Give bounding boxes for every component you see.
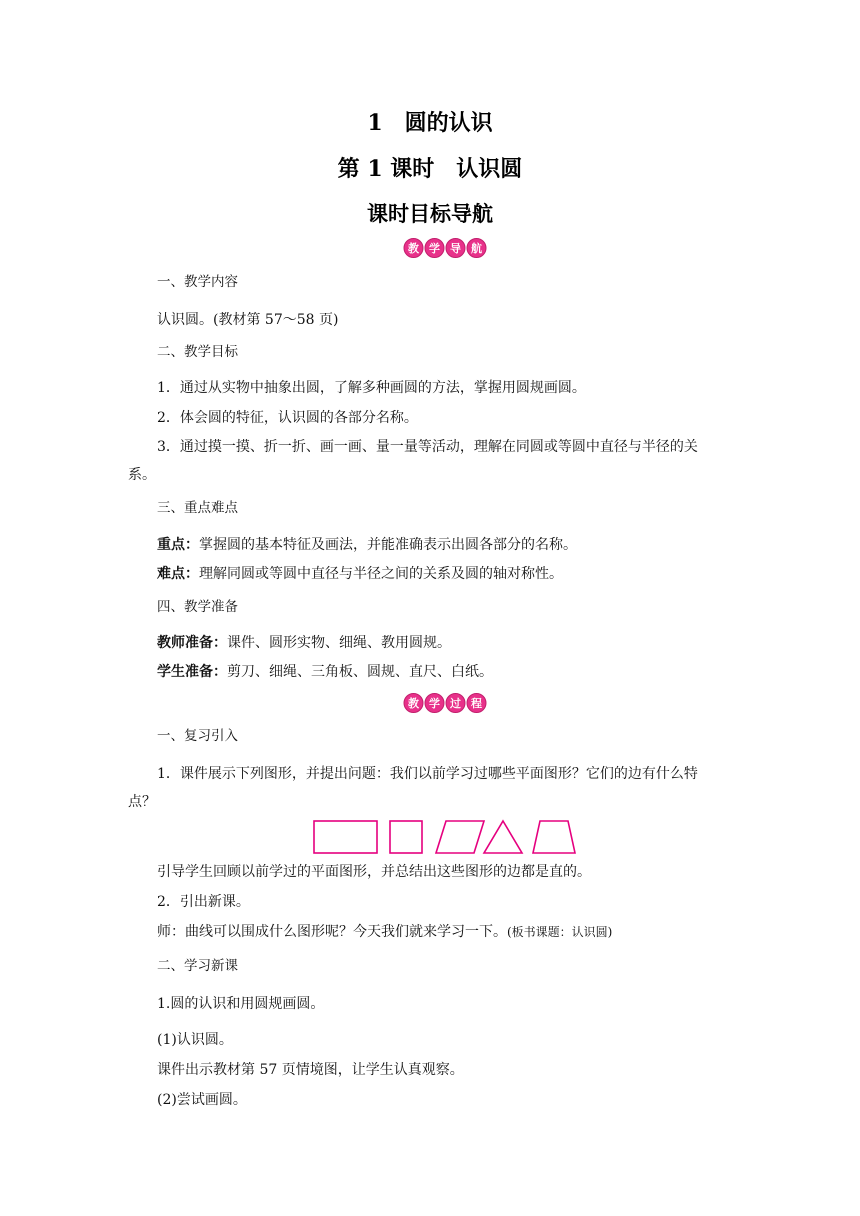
badge-char: 教	[404, 693, 424, 713]
difficult-point-text: 理解同圆或等圆中直径与半径之间的关系及圆的轴对称性。	[199, 566, 563, 582]
goal-2: 2．体会圆的特征，认识圆的各部分名称。	[157, 410, 418, 426]
review-step-2: 2．引出新课。	[157, 894, 250, 910]
plane-shapes-figure	[312, 818, 578, 856]
section-new-lesson: 二、学习新课	[157, 958, 238, 974]
lesson-title: 1 圆的认识	[367, 110, 493, 136]
key-point-line	[157, 535, 577, 555]
section-preparation: 四、教学准备	[157, 599, 238, 615]
teacher-prep-line	[157, 633, 451, 653]
goal-3-line-2: 系。	[128, 467, 156, 483]
teacher-prep-text: 课件、圆形实物、细绳、教用圆规。	[227, 635, 451, 651]
badge-char: 学	[425, 693, 445, 713]
nav-title: 课时目标导航	[367, 201, 493, 226]
difficult-point-line	[157, 564, 563, 584]
key-point-text: 掌握圆的基本特征及画法，并能准确表示出圆各部分的名称。	[199, 537, 577, 553]
parallelogram-shape	[436, 821, 484, 853]
blackboard-note: (板书课题：认识圆)	[507, 925, 613, 939]
review-guide-text: 引导学生回顾以前学过的平面图形，并总结出这些图形的边都是直的。	[157, 864, 591, 880]
teacher-prep-label: 教师准备：	[157, 635, 227, 651]
new-lesson-substep-1-text: 课件出示教材第 57 页情境图，让学生认真观察。	[157, 1062, 464, 1078]
teaching-guide-badge	[404, 238, 487, 258]
review-step-1-line-1: 1．课件展示下列图形，并提出问题：我们以前学习过哪些平面图形？它们的边有什么特	[157, 766, 698, 782]
section-teaching-content: 一、教学内容	[157, 274, 238, 290]
student-prep-label: 学生准备：	[157, 664, 227, 680]
badge-char: 过	[446, 693, 466, 713]
key-point-label: 重点：	[157, 537, 199, 553]
section-review-intro: 一、复习引入	[157, 728, 238, 744]
teacher-prompt-text: 师：曲线可以围成什么图形呢？今天我们就来学习一下。	[157, 924, 507, 940]
rectangle-shape	[314, 821, 377, 853]
triangle-shape	[484, 821, 522, 853]
new-lesson-substep-1: (1)认识圆。	[157, 1032, 233, 1048]
teacher-prompt-line	[157, 922, 612, 942]
square-shape	[390, 821, 422, 853]
teaching-content-text: 认识圆。(教材第 57～58 页)	[157, 312, 339, 328]
goal-1: 1．通过从实物中抽象出圆，了解多种画圆的方法，掌握用圆规画圆。	[157, 380, 586, 396]
section-key-points: 三、重点难点	[157, 500, 238, 516]
review-step-1-line-2: 点？	[128, 794, 156, 810]
new-lesson-substep-2: (2)尝试画圆。	[157, 1092, 247, 1108]
teaching-process-badge	[404, 693, 487, 713]
lesson-subtitle: 第 1 课时 认识圆	[337, 156, 523, 182]
student-prep-text: 剪刀、细绳、三角板、圆规、直尺、白纸。	[227, 664, 493, 680]
student-prep-line	[157, 662, 493, 682]
section-teaching-goals: 二、教学目标	[157, 344, 238, 360]
badge-char: 学	[425, 238, 445, 258]
trapezoid-shape	[533, 821, 575, 853]
difficult-point-label: 难点：	[157, 566, 199, 582]
badge-char: 导	[446, 238, 466, 258]
badge-char: 教	[404, 238, 424, 258]
badge-char: 航	[467, 238, 487, 258]
badge-char: 程	[467, 693, 487, 713]
new-lesson-step-1: 1.圆的认识和用圆规画圆。	[157, 996, 325, 1012]
goal-3-line-1: 3．通过摸一摸、折一折、画一画、量一量等活动，理解在同圆或等圆中直径与半径的关	[157, 439, 698, 455]
